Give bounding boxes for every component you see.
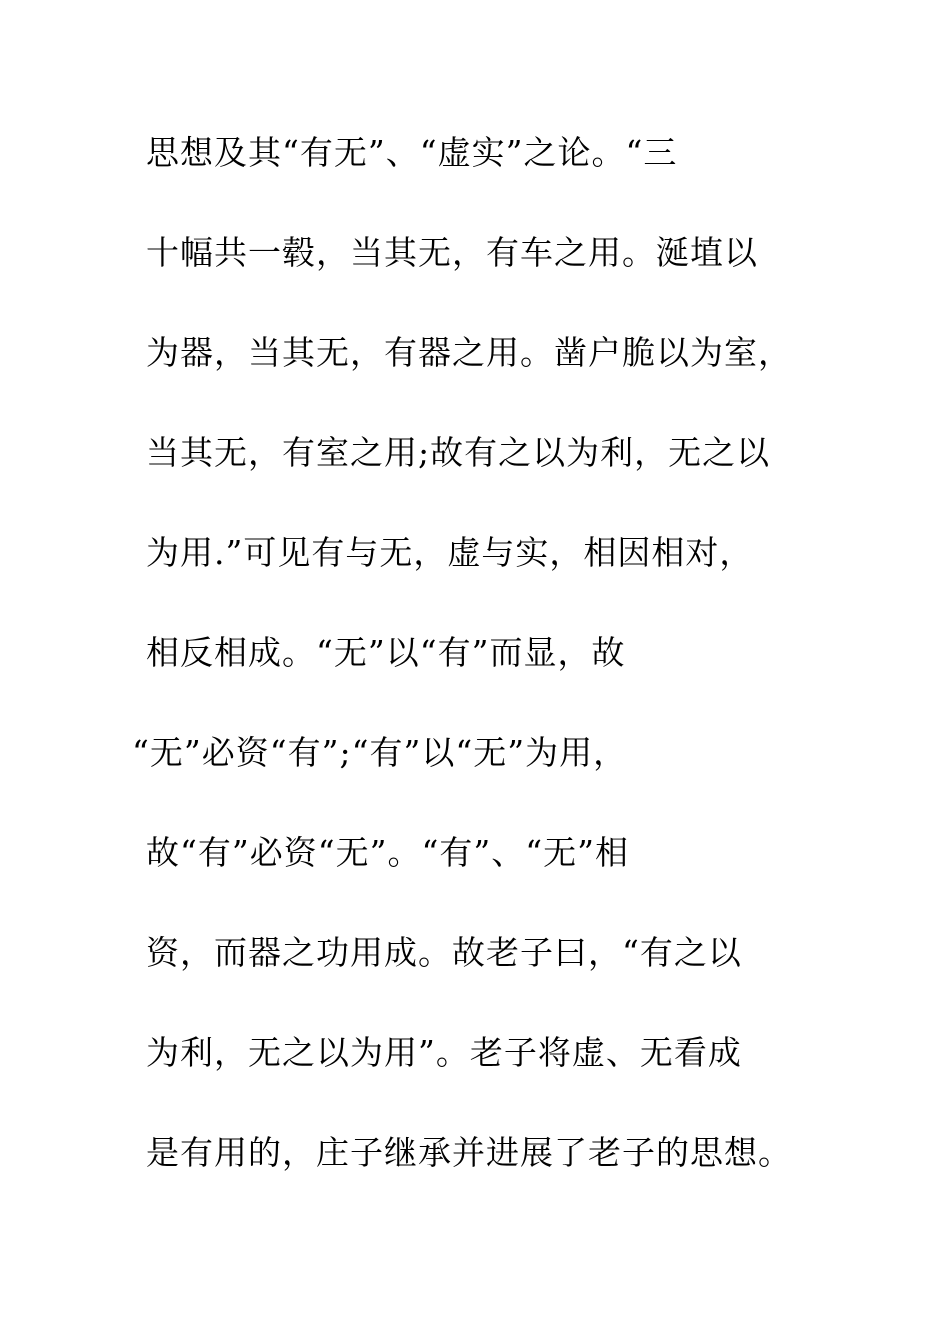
text-line-4: 当其无，有室之用;故有之以为利，无之以: [146, 433, 771, 472]
text-line-6: 相反相成。“无”以“有”而显，故: [146, 633, 626, 672]
text-line-10: 为利，无之以为用”。老子将虚、无看成: [146, 1033, 742, 1072]
text-line-7: “无”必资“有”;“有”以“无”为用，: [132, 733, 628, 772]
text-line-11: 是有用的，庄子继承并进展了老子的思想。: [146, 1133, 792, 1172]
text-line-9: 资，而器之功用成。故老子曰，“有之以: [146, 933, 742, 972]
text-line-2: 十幅共一毂，当其无，有车之用。涎埴以: [146, 233, 758, 272]
text-line-3: 为器，当其无，有器之用。凿户脆以为室，: [146, 333, 792, 372]
body-text: [132, 128, 826, 1228]
text-line-1: 思想及其“有无”、“虚实”之论。“三: [146, 133, 678, 172]
text-line-5: 为用.”可见有与无，虚与实，相因相对，: [146, 533, 754, 572]
text-line-8: 故“有”必资“无”。“有”、“无”相: [146, 833, 629, 872]
